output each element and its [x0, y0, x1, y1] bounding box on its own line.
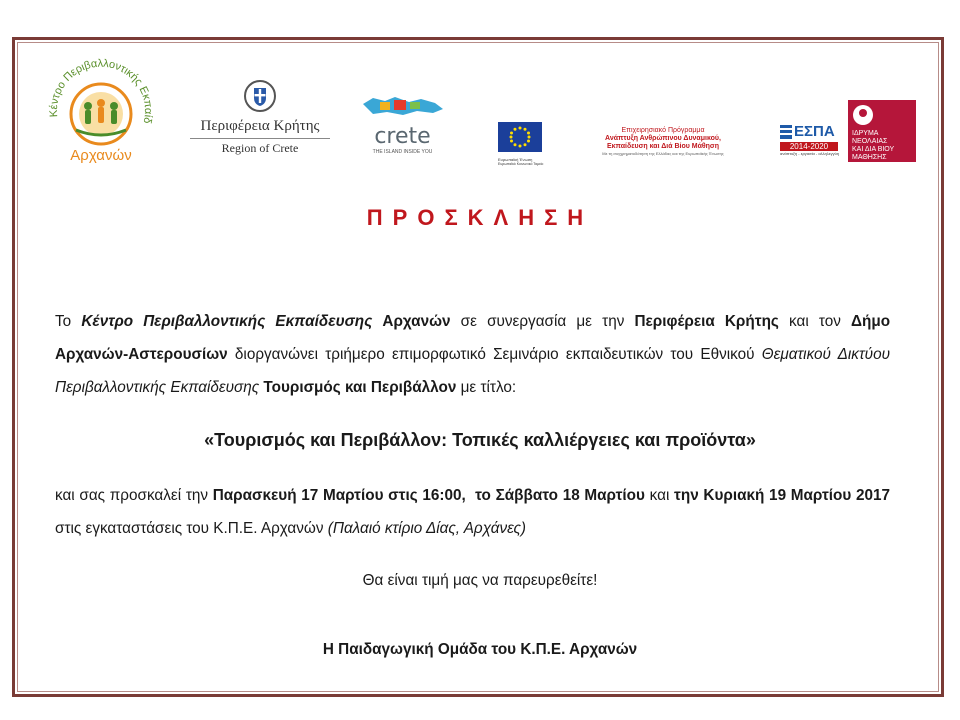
p1-topic: Τουρισμός και Περιβάλλον — [263, 379, 457, 396]
espa-sub: ανάπτυξη - εργασία - αλληλεγγύη — [780, 151, 840, 156]
p1-region: Περιφέρεια Κρήτης — [634, 313, 779, 330]
kpe-bottom-text: Αρχανών — [70, 147, 132, 164]
p1-network: Θεματικού Δικτύου Περιβαλλοντικής Εκπαίδευσης — [55, 346, 890, 396]
inedivim-line2: ΝΕΟΛΑΙΑΣ — [852, 138, 888, 145]
crete-brand-logo — [360, 92, 445, 157]
inedivim-logo — [848, 100, 916, 162]
region-name: Περιφέρεια Κρήτης — [200, 118, 320, 134]
crete-island-icon — [360, 92, 445, 120]
p2-sunday: την Κυριακή 19 Μαρτίου 2017 — [674, 487, 891, 504]
espa-flag-icon — [780, 125, 792, 139]
inedivim-line1: ΙΔΡΥΜΑ — [852, 130, 879, 137]
p2-saturday: το Σάββατο 18 Μαρτίου — [475, 487, 645, 504]
p1-text-a: Το — [55, 313, 82, 330]
operational-programme-logo — [598, 127, 728, 161]
espa-label: ΕΣΠΑ — [794, 123, 835, 140]
crete-tagline: THE ISLAND INSIDE YOU — [372, 149, 433, 155]
p2-text-g: στις εγκαταστάσεις του Κ.Π.Ε. Αρχανών — [55, 520, 328, 537]
crete-word: crete — [374, 124, 431, 149]
p1-text-c — [372, 313, 382, 330]
eu-caption-1: Ευρωπαϊκή Ένωση — [498, 157, 533, 162]
profile-head-icon — [852, 104, 874, 126]
kpe-arc-text: Κέντρο Περιβαλλοντικής Εκπαίδ — [47, 57, 155, 125]
eu-flag-icon — [498, 122, 542, 152]
region-name-en: Region of Crete — [221, 141, 299, 155]
invitation-paragraph-1 — [55, 305, 890, 404]
p2-text-c — [466, 487, 475, 504]
coat-of-arms-icon — [242, 78, 278, 114]
p1-text-g: και τον — [778, 313, 851, 330]
invitation-paragraph-2 — [55, 479, 890, 545]
p1-municipality: Δήμο Αρχανών-Αστερουσίων — [55, 313, 891, 363]
p2-text-a: και σας προσκαλεί την — [55, 487, 213, 504]
seminar-title: «Τουρισμός και Περιβάλλον: Τοπικές καλλιέργειες και προϊόντα» — [204, 430, 756, 450]
p1-text-e: σε συνεργασία με την — [450, 313, 635, 330]
p1-text-m: με τίτλο: — [456, 379, 517, 396]
region-divider — [190, 138, 330, 139]
p1-text-i: διοργανώνει τριήμερο επιμορφωτικό Σεμινάριο εκπαιδευτικών του Εθνικού — [227, 346, 762, 363]
op-line1: Επιχειρησιακό Πρόγραμμα — [621, 127, 705, 134]
p2-place: (Παλαιό κτίριο Δίας, Αρχάνες) — [327, 520, 527, 537]
p1-archanon: Αρχανών — [382, 313, 451, 330]
eu-caption-2: Ευρωπαϊκό Κοινωνικό Ταμείο — [498, 162, 544, 166]
eu-flag-logo — [498, 122, 544, 166]
p2-friday: Παρασκευή 17 Μαρτίου στις 16:00, — [212, 487, 466, 504]
p1-kpe-name: Κέντρο Περιβαλλοντικής Εκπαίδευσης — [81, 313, 373, 330]
kpe-archanon-logo — [40, 48, 160, 168]
signature: Η Παιδαγωγική Ομάδα του Κ.Π.Ε. Αρχανών — [322, 641, 638, 658]
op-line2: Ανάπτυξη Ανθρώπινου Δυναμικού, — [605, 135, 721, 142]
inedivim-line4: ΜΑΘΗΣΗΣ — [852, 154, 887, 161]
espa-logo — [780, 123, 838, 163]
region-of-crete-logo — [185, 78, 335, 168]
invitation-title: ΠΡΟΣΚΛΗΣΗ — [366, 205, 594, 230]
honor-line: Θα είναι τιμή μας να παρευρεθείτε! — [362, 572, 598, 589]
op-line4: Με τη συγχρηματοδότηση της Ελλάδας και της Ευρωπαϊκής Ένωσης — [602, 151, 724, 156]
espa-years: 2014-2020 — [780, 142, 838, 151]
op-line3: Εκπαίδευση και Διά Βίου Μάθηση — [606, 143, 720, 150]
inedivim-line3: ΚΑΙ ΔΙΑ ΒΙΟΥ — [852, 146, 895, 153]
p2-text-e: και — [644, 487, 675, 504]
